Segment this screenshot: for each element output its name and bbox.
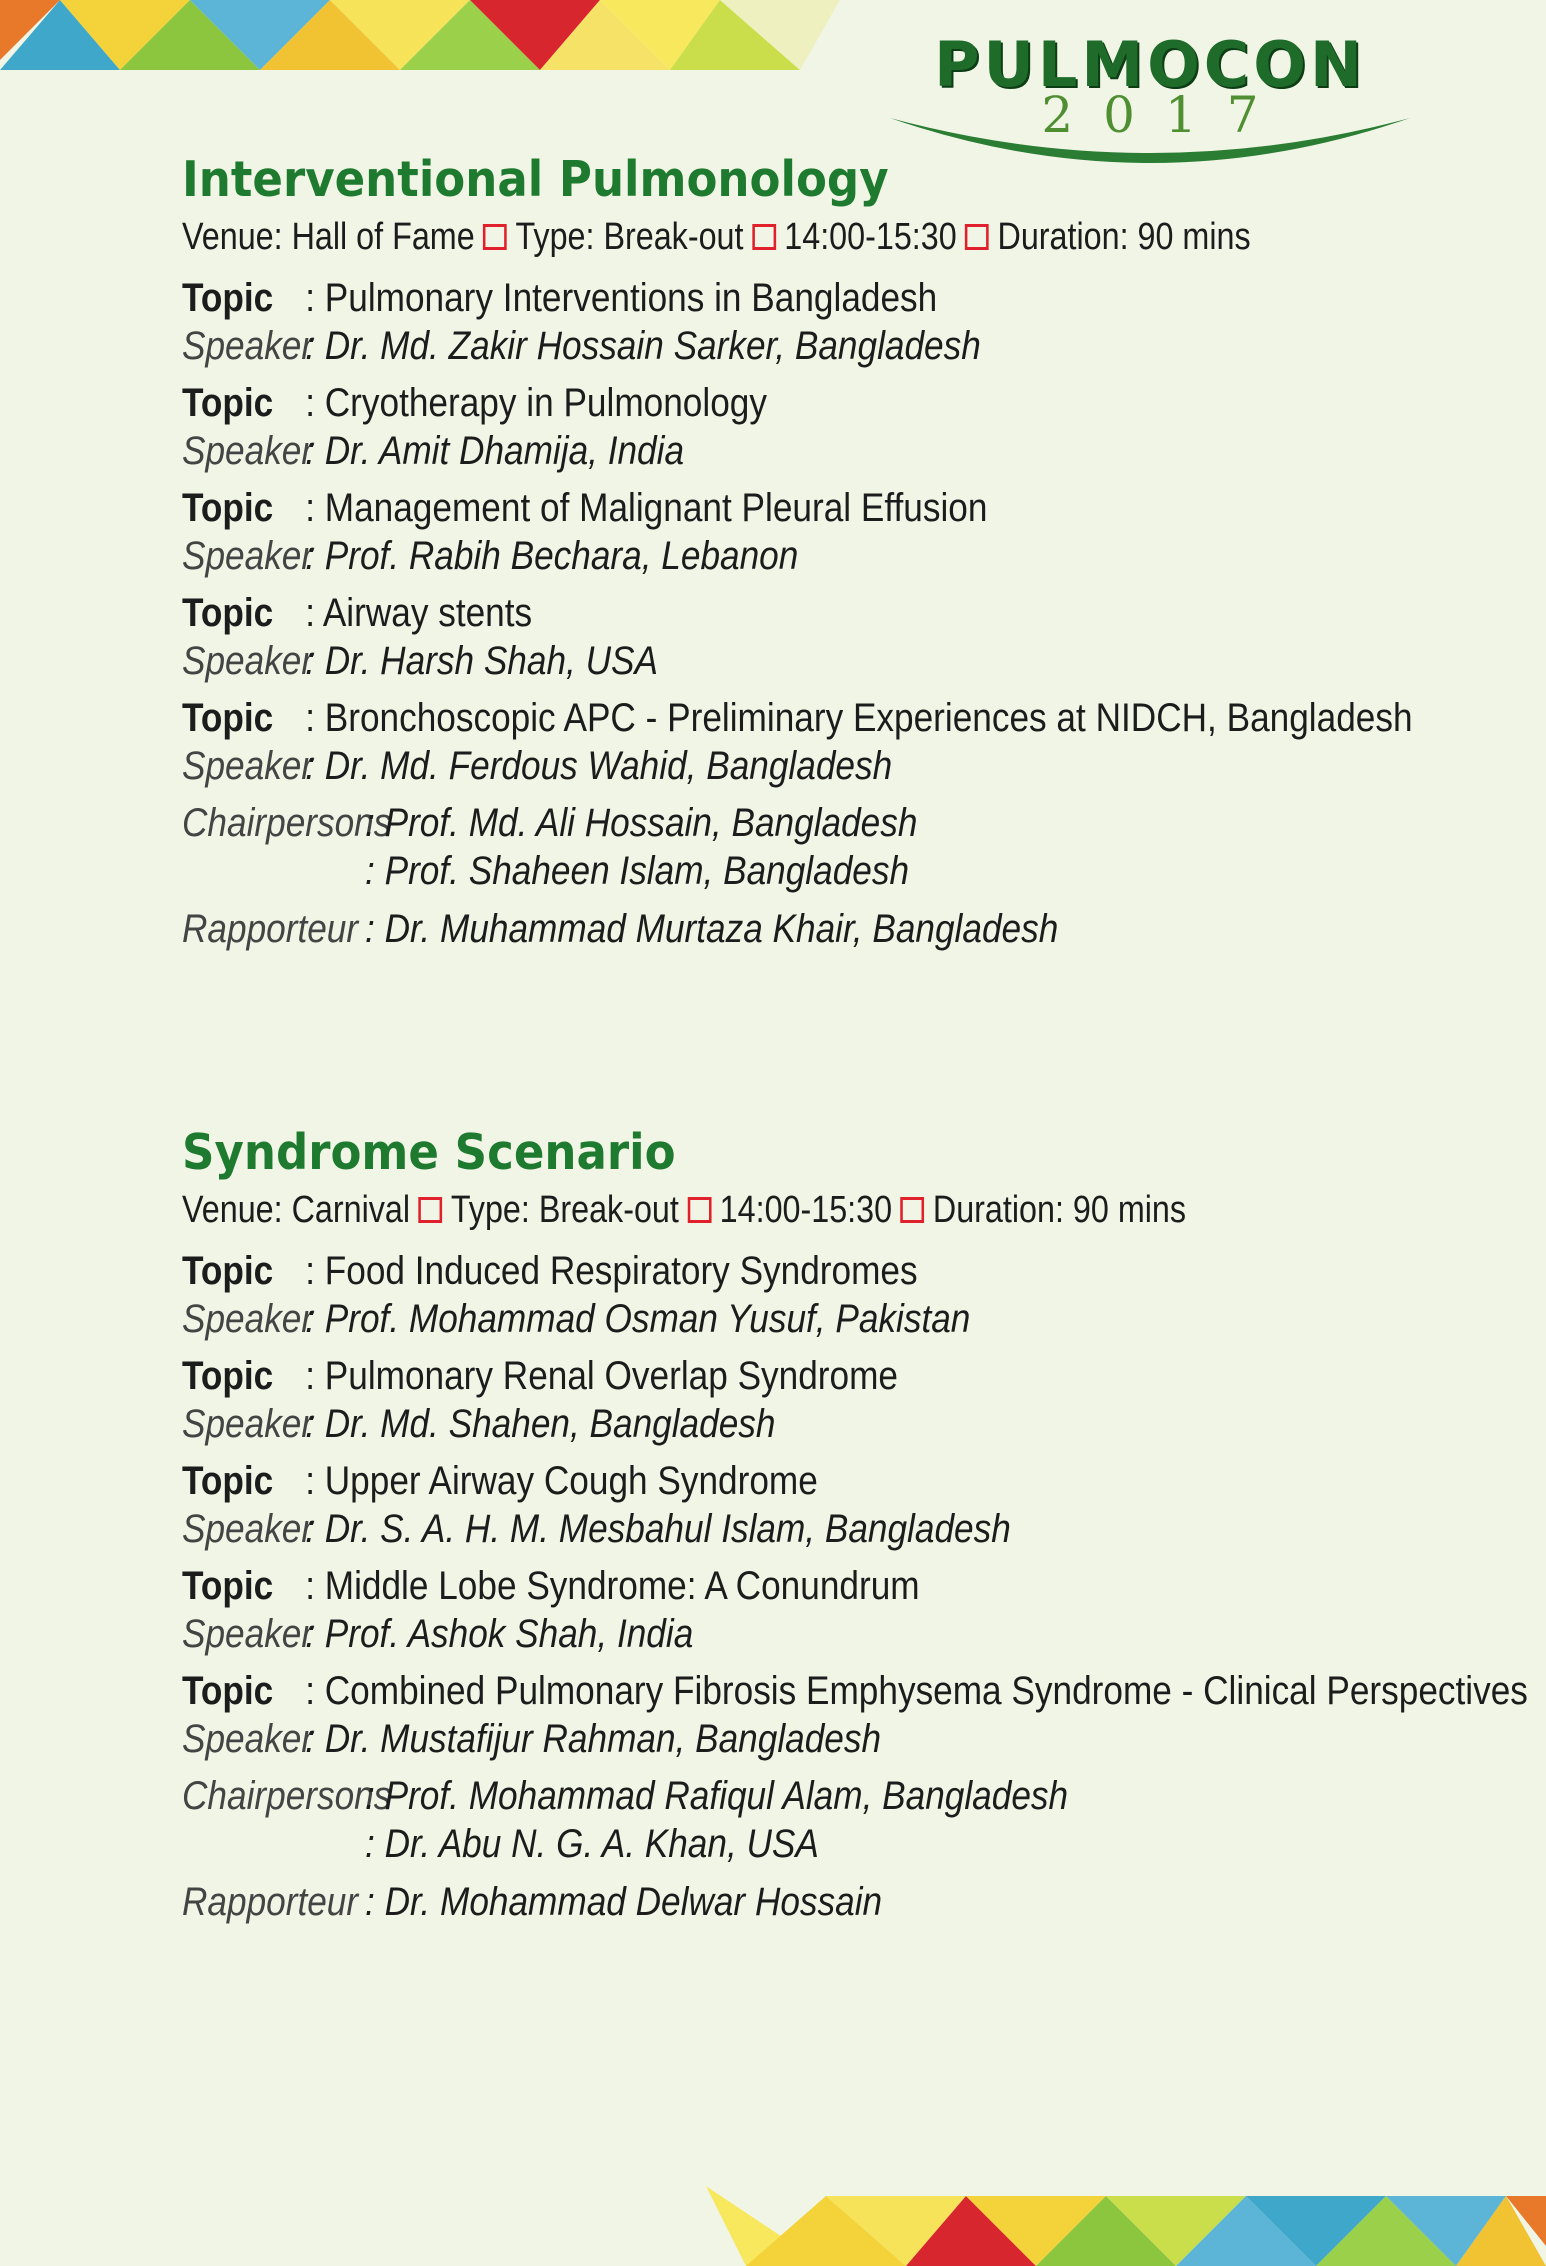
rapporteur-value: : Dr. Mohammad Delwar Hossain [365, 1880, 883, 1924]
topic-value: : Food Induced Respiratory Syndromes [305, 1249, 918, 1293]
chairperson-value: : Prof. Md. Ali Hossain, Bangladesh [365, 801, 918, 845]
duration-text: Duration: 90 mins [997, 216, 1251, 258]
topic-label: Topic [182, 1564, 274, 1608]
program-item [182, 1457, 1442, 1553]
topic-value: : Bronchoscopic APC - Preliminary Experiences at NIDCH, Bangladesh [305, 696, 1413, 740]
speaker-value: : Dr. S. A. H. M. Mesbahul Islam, Bangladesh [305, 1507, 1011, 1551]
speaker-value: : Prof. Rabih Bechara, Lebanon [305, 534, 799, 578]
rapporteur-row [182, 905, 1291, 953]
speaker-value: : Dr. Md. Shahen, Bangladesh [305, 1402, 776, 1446]
rapporteur-label: Rapporteur [182, 1880, 359, 1924]
red-square-bullet-icon [687, 1197, 711, 1223]
topic-label: Topic [182, 381, 274, 425]
logo-year: 2017 [1041, 86, 1289, 144]
topic-label: Topic [182, 1459, 274, 1503]
speaker-value: : Prof. Ashok Shah, India [305, 1612, 694, 1656]
chairpersons-label: Chairpersons [182, 801, 392, 845]
chairpersons-row [182, 799, 1291, 847]
time-text: 14:00-15:30 [719, 1189, 893, 1231]
topic-label: Topic [182, 276, 274, 320]
session-title: Syndrome Scenario [182, 1124, 676, 1181]
type-text: Type: Break-out [450, 1189, 679, 1231]
speaker-value: : Prof. Mohammad Osman Yusuf, Pakistan [305, 1297, 971, 1341]
topic-value: : Management of Malignant Pleural Effusion [305, 486, 988, 530]
session-program [182, 274, 1442, 953]
chairperson-value: : Dr. Abu N. G. A. Khan, USA [365, 1822, 819, 1866]
program-item [182, 589, 1442, 685]
speaker-label: Speaker [182, 1717, 314, 1761]
topic-value: : Combined Pulmonary Fibrosis Emphysema Syndrome - Clinical Perspectives [305, 1669, 1528, 1713]
red-square-bullet-icon [965, 224, 989, 250]
speaker-label: Speaker [182, 1612, 314, 1656]
chairpersons-row [182, 847, 1291, 895]
speaker-label: Speaker [182, 639, 314, 683]
chairperson-value: : Prof. Mohammad Rafiqul Alam, Bangladesh [365, 1774, 1069, 1818]
program-item [182, 1247, 1442, 1343]
topic-label: Topic [182, 486, 274, 530]
red-square-bullet-icon [483, 224, 507, 250]
top-decorative-banner [0, 0, 840, 80]
speaker-label: Speaker [182, 534, 314, 578]
program-item [182, 379, 1442, 475]
topic-value: : Middle Lobe Syndrome: A Conundrum [305, 1564, 920, 1608]
logo-wordmark: PULMOCON [934, 28, 1366, 101]
pulmocon-logo [880, 28, 1420, 158]
speaker-label: Speaker [182, 324, 314, 368]
chairpersons-row [182, 1820, 1291, 1868]
topic-label: Topic [182, 1669, 274, 1713]
topic-label: Topic [182, 1249, 274, 1293]
session-syndrome-scenario [182, 1123, 1528, 1926]
chairpersons-label: Chairpersons [182, 1774, 392, 1818]
program-item [182, 1562, 1442, 1658]
speaker-label: Speaker [182, 429, 314, 473]
rapporteur-row [182, 1878, 1291, 1926]
speaker-value: : Dr. Mustafijur Rahman, Bangladesh [305, 1717, 882, 1761]
topic-value: : Upper Airway Cough Syndrome [305, 1459, 818, 1503]
topic-label: Topic [182, 696, 274, 740]
program-item [182, 1667, 1528, 1763]
session-title: Interventional Pulmonology [182, 151, 889, 208]
duration-text: Duration: 90 mins [932, 1189, 1187, 1231]
type-text: Type: Break-out [515, 216, 744, 258]
speaker-label: Speaker [182, 1402, 314, 1446]
topic-value: : Airway stents [305, 591, 533, 635]
rapporteur-label: Rapporteur [182, 907, 359, 951]
chairpersons-row [182, 1772, 1291, 1820]
time-text: 14:00-15:30 [784, 216, 957, 258]
speaker-value: : Dr. Harsh Shah, USA [305, 639, 658, 683]
red-square-bullet-icon [901, 1197, 925, 1223]
speaker-label: Speaker [182, 1507, 314, 1551]
session-info-line [182, 1185, 1253, 1235]
topic-label: Topic [182, 591, 274, 635]
program-item [182, 694, 1442, 790]
venue-text: Venue: Hall of Fame [182, 216, 475, 258]
speaker-value: : Dr. Md. Zakir Hossain Sarker, Bangladesh [305, 324, 981, 368]
speaker-label: Speaker [182, 1297, 314, 1341]
speaker-label: Speaker [182, 744, 314, 788]
session-info-line [182, 212, 1253, 262]
venue-text: Venue: Carnival [182, 1189, 411, 1231]
session-program [182, 1247, 1528, 1926]
chairperson-value: : Prof. Shaheen Islam, Bangladesh [365, 849, 910, 893]
bottom-decorative-banner [706, 2186, 1546, 2266]
red-square-bullet-icon [752, 224, 776, 250]
rapporteur-value: : Dr. Muhammad Murtaza Khair, Bangladesh [365, 907, 1059, 951]
program-item [182, 484, 1442, 580]
speaker-value: : Dr. Amit Dhamija, India [305, 429, 685, 473]
session-interventional-pulmonology [182, 150, 1442, 953]
topic-value: : Pulmonary Renal Overlap Syndrome [305, 1354, 899, 1398]
topic-value: : Pulmonary Interventions in Bangladesh [305, 276, 938, 320]
program-item [182, 1352, 1442, 1448]
topic-value: : Cryotherapy in Pulmonology [305, 381, 767, 425]
program-item [182, 274, 1442, 370]
red-square-bullet-icon [419, 1197, 443, 1223]
topic-label: Topic [182, 1354, 274, 1398]
speaker-value: : Dr. Md. Ferdous Wahid, Bangladesh [305, 744, 893, 788]
